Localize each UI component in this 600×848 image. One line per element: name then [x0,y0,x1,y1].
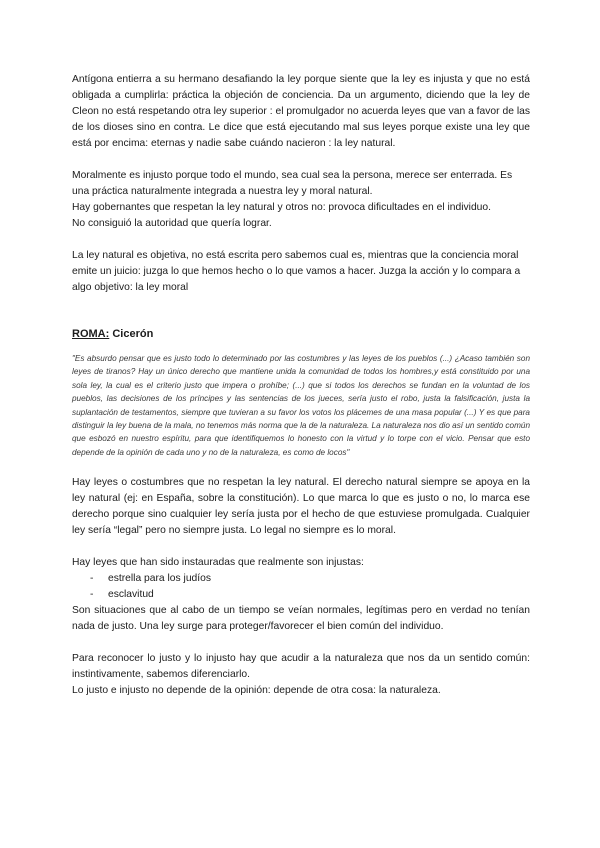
paragraph-situaciones: Son situaciones que al cabo de un tiempo se veían normales, legítimas pero en verdad no tenían nada de justo. Una ley surge para proteger/favorecer el bien común del individuo. [72,605,530,633]
paragraph-conclusion: Lo justo e injusto no depende de la opinión: depende de otra cosa: la naturaleza. [72,685,441,697]
document-body [72,72,530,699]
cicero-quote: "Es absurdo pensar que es justo todo lo determinado por las costumbres y las leyes de los pueblos (...) ¿Acaso también son leyes de tiranos? Hay un único derecho que mantiene unida la comunidad de todos los hombres,y está constituido por una sola ley, la cual es el criterio justo que impera o prohíbe; (...) que si todos los derechos se fundan en la voluntad de los pueblos, las decisiones de los príncipes y las sentencias de los jueces, sería justo el robo, justa la falsificación, justa la suplantación de testamentos, siempre que tuvieran a su favor los votos los plácemes de una masa popular (...) Y es que para distinguir la ley buena de la mala, no tenemos más norma que la de la naturaleza. La naturaleza nos dio así un sentido común que esbozó en nuestro espíritu, para que identifiquemos lo honesto con la virtud y lo torpe con el vicio. Pensar que esto depende de la opinión de cada uno y no de la naturaleza, es como de locos" [72,354,530,457]
paragraph-autoridad: No consiguió la autoridad que quería lograr. [72,218,272,229]
paragraph-ley-natural: La ley natural es objetiva, no está escrita pero sabemos cual es, mientras que la conciencia moral emite un juicio: juzga lo que hemos hecho o lo que vamos a hacer. Juzga la acción y lo compara a algo objetivo: la ley moral [72,250,521,293]
paragraph-antigona: Antígona entierra a su hermano desafiando la ley porque siente que la ley es injusta y que no está obligada a cumplirla: práctica la objeción de conciencia. Da un argumento, diciendo que la ley de Cleon no está respetando otra ley superior : el promulgador no acuerda leyes que van a favor de las de los dioses sino en contra. Le dice que está ejecutando mal sus leyes porque existe una ley que está por encima: eternas y nadie sabe cuándo nacieron : la ley natural. [72,74,530,149]
injust-laws-list [72,571,530,603]
paragraph-moralmente: Moralmente es injusto porque todo el mundo, sea cual sea la persona, merece ser enterrada. Es una práctica naturalmente integrada a nuestra ley y moral natural. [72,170,513,197]
paragraph-leyes-injustas: Hay leyes que han sido instauradas que realmente son injustas: [72,557,364,569]
section-heading-roma [72,326,530,342]
heading-label: ROMA: [72,328,110,340]
paragraph-gobernantes: Hay gobernantes que respetan la ley natural y otros no: provoca dificultades en el individuo. [72,202,491,213]
list-item: - estrella para los judíos [90,571,530,587]
heading-name: Cicerón [109,328,154,340]
list-item: - esclavitud [90,587,530,603]
paragraph-reconocer: Para reconocer lo justo y lo injusto hay que acudir a la naturaleza que nos da un sentido común: instintivamente, sabemos diferenciarlo. [72,653,530,681]
paragraph-derecho-natural: Hay leyes o costumbres que no respetan la ley natural. El derecho natural siempre se apoya en la ley natural (ej: en España, sobre la constitución). Lo que marca lo que es justo o no, lo marca ese derecho porque sino cualquier ley sería justa por el hecho de que estuviese promulgada. Cualquier ley sería “legal” pero no siempre justa. Lo legal no siempre es lo moral. [72,477,530,537]
